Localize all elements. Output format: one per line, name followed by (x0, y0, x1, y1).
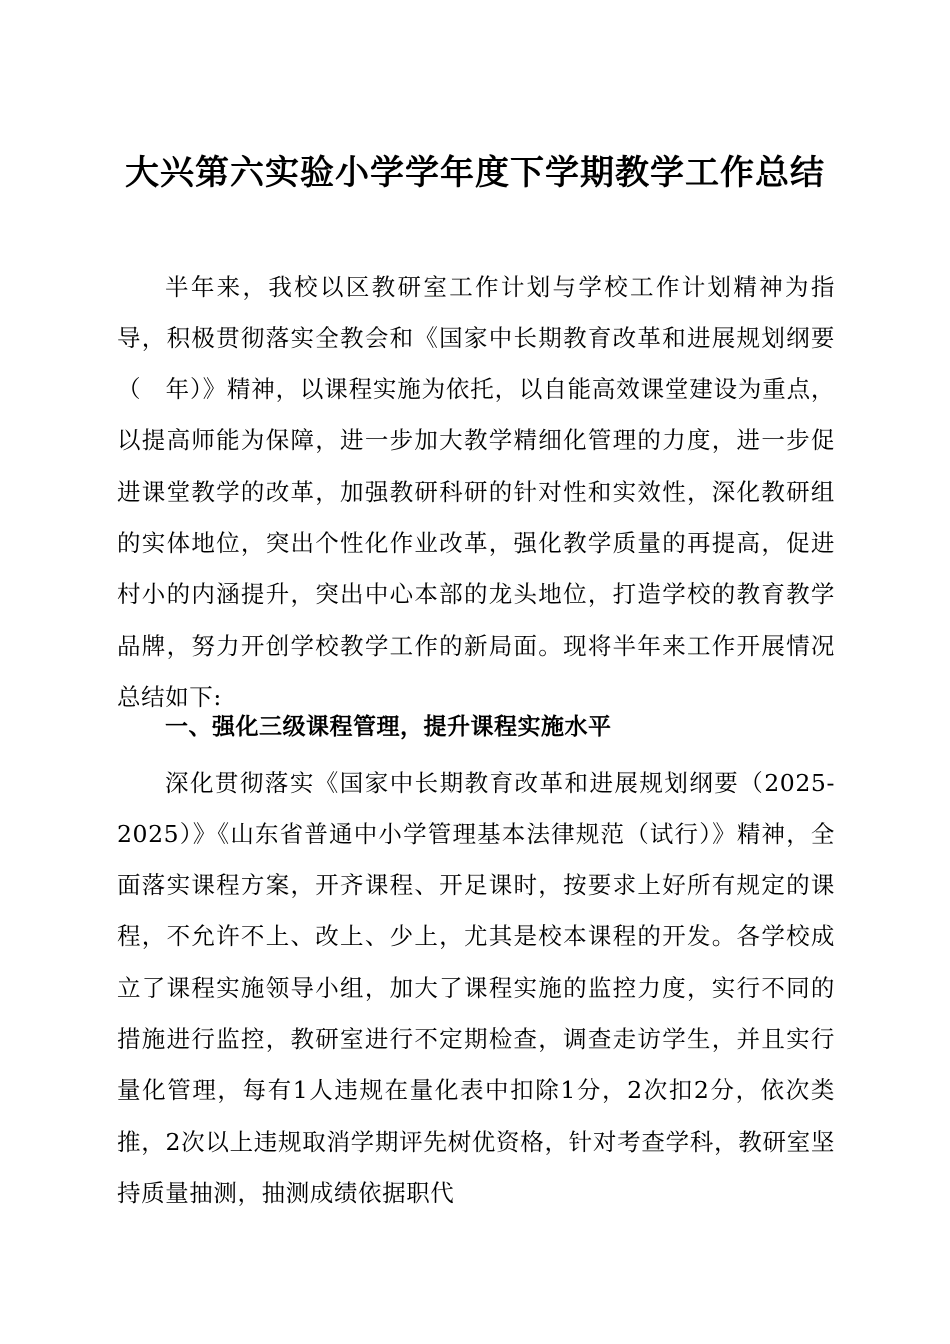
section-heading: 一、强化三级课程管理，提升课程实施水平 (165, 714, 612, 741)
document-title: 大兴第六实验小学学年度下学期教学工作总结 (125, 152, 825, 193)
section-paragraph: 深化贯彻落实《国家中长期教育改革和进展规划纲要（2025-2025）》《山东省普通中小学管理基本法律规范（试行）》精神，全面落实课程方案，开齐课程、开足课时，按要求上好所有规定的课程，不允许不上、改上、少上，尤其是校本课程的开发。各学校成立了课程实施领导小组，加大了课程实施的监控力度，实行不同的措施进行监控，教研室进行不定期检查，调查走访学生，并且实行量化管理，每有1人违规在量化表中扣除1分，2次扣2分，依次类推，2次以上违规取消学期评先树优资格，针对考查学科，教研室坚持质量抽测，抽测成绩依据职代 (117, 768, 835, 1207)
intro-paragraph: 半年来，我校以区教研室工作计划与学校工作计划精神为指导，积极贯彻落实全教会和《国家中长期教育改革和进展规划纲要（ 年）》精神，以课程实施为依托，以自能高效课堂建设为重点，以提高师能为保障，进一步加大教学精细化管理的力度，进一步促进课堂教学的改革，加强教研科研的针对性和实效性，深化教研组的实体地位，突出个性化作业改革，强化教学质量的再提高，促进村小的内涵提升，突出中心本部的龙头地位，打造学校的教育教学品牌，努力开创学校教学工作的新局面。现将半年来工作开展情况总结如下: (117, 272, 835, 711)
